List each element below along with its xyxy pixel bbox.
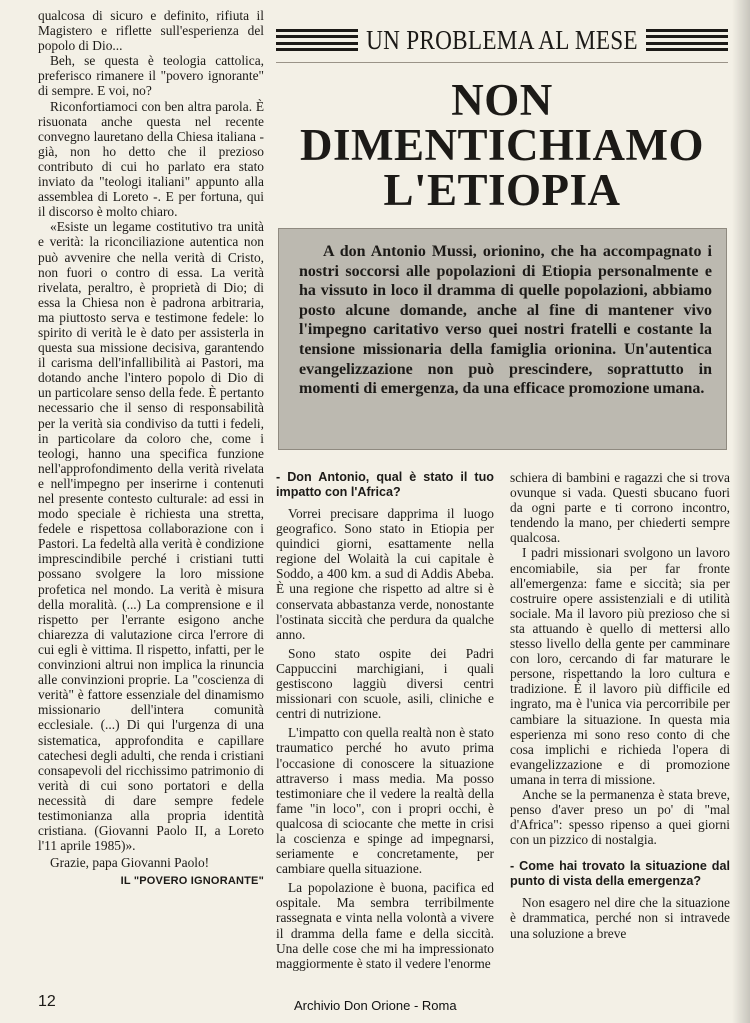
interview-column-2 (510, 470, 730, 941)
page-edge-shadow (732, 0, 750, 1023)
interview-answer-paragraph: schiera di bambini e ragazzi che si trova ovunque si vada. Questi sbucano fuori da ogni parte e ti corrono incontro, tendendo la mano, per chiederti sempre qualcosa. (510, 470, 730, 546)
interview-question: - Come hai trovato la situazione dal punto di vista della emergenza? (510, 859, 730, 889)
interview-answer-paragraph: La popolazione è buona, pacifica ed ospitale. Ma sembra terribilmente rassegnata e vinta nella volontà a vivere il dramma della fame e della siccità. Una delle cose che mi ha impressionato maggiormente è stato il vedere l'enorme (276, 880, 494, 971)
author-signature: IL "POVERO IGNORANTE" (120, 875, 264, 888)
article-headline (276, 75, 728, 215)
closing-line: Grazie, papa Giovanni Paolo! (50, 855, 210, 871)
page-number: 12 (38, 993, 56, 1010)
rubric-divider (276, 62, 728, 63)
rubric-bars-right (646, 29, 728, 51)
paragraph: Beh, se questa è teologia cattolica, preferisco rimanere il "povero ignorante" di sempre. E voi, no? (38, 53, 264, 99)
rubric-title: UN PROBLEMA AL MESE (366, 24, 638, 55)
interview-answer-paragraph: L'impatto con quella realtà non è stato traumatico perché ho avuto prima l'occasione di conoscere la situazione attraverso i mass media. Ma posso testimoniare che il vedere la realtà della fame "in loco", con i propri occhi, è qualcosa di sciocante che mette in crisi la coscienza e spinge ad impegnarsi, seriamente e concretamente, per cambiare quella situazione. (276, 725, 494, 877)
headline-line-2: DIMENTICHIAMO (299, 120, 704, 170)
headline-line-1: NON (451, 75, 553, 125)
previous-article-column (38, 8, 264, 889)
interview-answer-paragraph: I padri missionari svolgono un lavoro encomiabile, sia per far fronte all'emergenza: fame e siccità; sia per costruire opere assistenziali e di utilità sociale. Ma il lavoro più prezioso che si sta attuando è quello di mettersi allo stesso livello della gente per camminare con loro, cercando di far maturare le persone, rispettando la loro cultura e tradizione. È il lavoro più difficile ed ingrato, ma è l'unica via percorribile per cambiare la situazione. In questa mia esperienza mi sono reso conto di che cosa implichi e richieda l'opera di evangelizzazione e di promozione umana in terra di missione. (510, 545, 730, 787)
interview-answer-paragraph: Vorrei precisare dapprima il luogo geografico. Sono stato in Etiopia per quindici giorni, esattamente nella regione del Wolaità la cui capitale è Soddo, a 400 km. a sud di Addis Abeba. È una regione che rispetto ad altre si è conservata abbastanza verde, nonostante l'ostinata siccità che perdura da qualche anno. (276, 506, 494, 642)
paragraph: Riconfortiamoci con ben altra parola. È risuonata anche questa nel recente convegno lauretano della Chiesa italiana - già, non ho detto che il prezioso contributo di cui ho parlato era stato inviato da "teologi italiani" appunto alla assemblea di Loreto -. E per fortuna, qui il discorso è molto chiaro. (38, 98, 264, 220)
intro-text: A don Antonio Mussi, orionino, che ha accompagnato i nostri soccorsi alle popolazioni di Etiopia personalmente e ha vissuto in loco il dramma di quelle popolazioni, abbiamo posto alcune domande, anche al fine di mantener vivo l'impegno caritativo verso quei nostri fratelli e costante la tensione missionaria della famiglia orionina. Un'autentica evangelizzazione non può prescindere, soprattutto in momenti di emergenza, da una efficace promozione umana. (299, 243, 712, 398)
archive-watermark: Archivio Don Orione - Roma (294, 998, 457, 1013)
interview-answer-paragraph: Non esagero nel dire che la situazione è drammatica, perché non si intravede una soluzione a breve (510, 895, 730, 941)
rubric-header (276, 25, 728, 55)
rubric-bars-left (276, 29, 358, 51)
interview-question: - Don Antonio, qual è stato il tuo impatto con l'Africa? (276, 470, 494, 499)
quotation-paragraph: «Esiste un legame costitutivo tra unità e verità: la riconciliazione autentica non può avvenire che nella verità di Cristo, non fuori o contro di essa. La verità rivelata, peraltro, è proprietà di Dio; di essa la Chiesa non è padrona arbitraria, ma piuttosto serva e testimone fedele: lo spirito di verità le è dato per assisterla in questa sua missione decisiva, garantendo il carisma dell'infallibilità ai Pastori, ma dotando anche l'intero popolo di Dio di un particolare senso della fede. È pertanto necessario che il senso di responsabilità per la verità sia condiviso da tutti i fedeli, in particolare da coloro che, come i teologi, hanno una specifica funzione nell'approfondimento della verità rivelata e nell'impegno per inserirne i contenuti nel presente contesto culturale: ad essi in modo speciale è richiesta una stretta, fedele e rispettosa collaborazione con i Pastori. La fedeltà alla verità è condizione imprescindibile perché i cristiani tutti possano svolgere la loro missione profetica nel mondo. La verità è misura della moralità. (...) La comprensione e il rispetto per l'errante esigono anche chiarezza di valutazione circa l'errore di cui egli è vittima. Il rispetto, infatti, per le convinzioni altrui non implica la rinuncia alle convinzioni proprie. La "coscienza di verità" è fattore essenziale del dinamismo missionario dell'intera comunità ecclesiale. (...) Di qui l'urgenza di una sistematica, approfondita e capillare catechesi degli adulti, che renda i cristiani consapevoli del ricchissimo patrimonio di verità di cui sono portatori e della necessità di dare sempre fedele testimonianza alla propria identità cristiana. (Giovanni Paolo II, a Loreto l'11 aprile 1985)». (38, 219, 264, 854)
interview-column-1 (276, 470, 494, 971)
interview-answer-paragraph: Anche se la permanenza è stata breve, penso d'aver preso un po' di "mal d'Africa": spesso ripenso a quei giorni con un pizzico di nostalgia. (510, 786, 730, 848)
paragraph: qualcosa di sicuro e definito, rifiuta il Magistero e riflette sull'esperienza del popolo di Dio... (38, 8, 264, 54)
interview-answer-paragraph: Sono stato ospite dei Padri Cappuccini marchigiani, i quali gestiscono laggiù diversi centri missionari con scuole, asili, cliniche e centri di nutrizione. (276, 645, 494, 722)
intro-box (278, 228, 727, 450)
headline-line-3: L'ETIOPIA (383, 165, 621, 215)
